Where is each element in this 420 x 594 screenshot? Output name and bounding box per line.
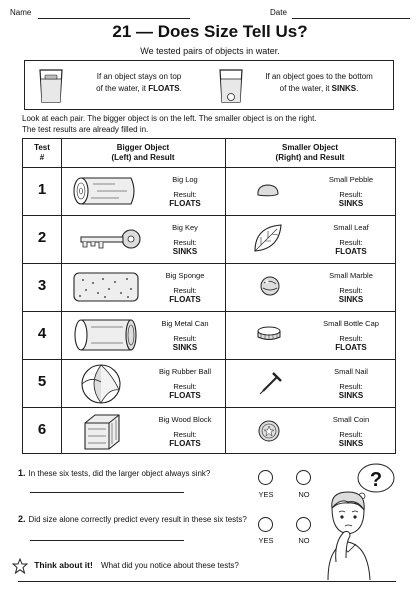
float-word: FLOATS [148,84,180,93]
header-line [10,8,410,22]
result-label: Result: [173,334,197,343]
wood-block-icon [81,411,123,453]
question-1-no-option[interactable] [296,470,311,485]
sink-def-pre: of the water, it [279,84,332,93]
big-result: FLOATS [169,439,201,448]
date-field[interactable] [292,18,410,19]
float-def-pre: of the water, it [96,84,149,93]
result-label: Result: [173,286,197,295]
big-object-name: Big Wood Block [158,415,212,424]
header-test [23,139,61,167]
result-label: Result: [173,190,197,199]
header-test-line2: # [39,153,45,162]
key-icon [71,227,143,251]
instructions-line1: Look at each pair. The bigger object is on the left. The smaller object is on the right. [22,114,317,123]
test-number: 4 [37,325,47,342]
page-title: 21 — Does Size Tell Us? [112,22,308,41]
question-1-no-label: NO [298,490,310,499]
small-object-name: Small Nail [334,367,368,376]
think-about-it [12,558,239,574]
sink-word: SINKS [331,84,357,93]
small-object-name: Small Coin [332,415,370,424]
header-test-line1: Test [34,143,50,152]
instructions [22,113,402,135]
think-answer-line[interactable] [18,581,396,582]
small-object-name: Small Pebble [328,175,374,184]
sink-def-line2: of the water, it SINKS. [279,84,359,93]
big-object-name: Big Log [172,175,198,184]
test-number: 1 [37,181,47,198]
question-2-answer-line[interactable] [30,540,184,541]
header-smaller-line1: Smaller Object [281,143,339,152]
small-result: FLOATS [335,247,367,256]
date-label: Date [270,8,287,17]
result-label: Result: [173,238,197,247]
question-2-no-label: NO [298,536,310,545]
result-label: Result: [339,430,363,439]
table-row [23,359,395,407]
sink-definition [249,71,389,95]
question-1-text: In these six tests, did the larger object always sink? [28,469,211,478]
header-smaller-line2: (Right) and Result [275,153,345,162]
pebble-icon [255,181,281,199]
small-result: SINKS [338,439,364,448]
think-prompt: What did you notice about these tests? [101,561,239,571]
big-result: FLOATS [169,199,201,208]
think-title: Think about it! [34,560,93,571]
test-number: 3 [37,277,47,294]
coin-icon [257,419,281,443]
marble-icon [259,275,281,297]
table-row [23,407,395,455]
big-object-name: Big Sponge [165,271,205,280]
question-2 [18,514,247,524]
question-2-text: Did size alone correctly predict every result in these six tests? [28,515,247,524]
small-result: SINKS [338,199,364,208]
float-def-line2: of the water, it FLOATS. [96,84,182,93]
big-result: FLOATS [169,391,201,400]
floating-glass-icon [37,68,65,104]
small-result: SINKS [338,295,364,304]
header-bigger [61,139,225,167]
result-label: Result: [339,190,363,199]
name-field[interactable] [38,18,190,19]
big-result: SINKS [172,343,198,352]
metal-can-icon [71,317,141,353]
leaf-icon [251,221,285,255]
result-label: Result: [173,430,197,439]
header-smaller [225,139,395,167]
definitions-box [24,60,394,110]
star-icon [12,558,28,574]
question-1-yes-option[interactable] [258,470,273,485]
question-2-yes-label: YES [258,536,274,545]
question-1-yes-label: YES [258,490,274,499]
big-result: FLOATS [169,295,201,304]
sponge-icon [71,269,141,305]
header-bigger-line1: Bigger Object [116,143,170,152]
question-1-number: 1. [18,468,26,478]
bottle-cap-icon [255,325,283,343]
test-number: 2 [37,229,47,246]
question-2-no-option[interactable] [296,517,311,532]
svg-text:?: ? [369,469,383,491]
result-label: Result: [173,382,197,391]
big-object-name: Big Metal Can [161,319,209,328]
test-number: 6 [37,421,47,438]
float-definition [75,71,203,95]
question-2-yes-option[interactable] [258,517,273,532]
table-row [23,167,395,215]
result-label: Result: [339,238,363,247]
table-row [23,263,395,311]
results-table [22,138,396,454]
question-2-number: 2. [18,514,26,524]
result-label: Result: [339,334,363,343]
big-result: SINKS [172,247,198,256]
nail-icon [257,369,283,395]
small-object-name: Small Marble [329,271,373,280]
test-number: 5 [37,373,47,390]
rubber-ball-icon [79,362,123,406]
big-object-name: Big Rubber Ball [158,367,212,376]
small-object-name: Small Leaf [333,223,369,232]
page-subtitle: We tested pairs of objects in water. [140,46,280,56]
question-1-answer-line[interactable] [30,492,184,493]
sink-def-line1: If an object goes to the bottom [265,72,373,81]
result-label: Result: [339,286,363,295]
thinking-child-illustration [310,462,406,580]
name-label: Name [10,8,32,17]
instructions-line2: The test results are already filled in. [22,125,149,134]
table-row [23,311,395,359]
result-label: Result: [339,382,363,391]
table-row [23,215,395,263]
question-1 [18,468,210,478]
small-object-name: Small Bottle Cap [323,319,379,328]
small-result: FLOATS [335,343,367,352]
float-def-line1: If an object stays on top [96,72,182,81]
header-bigger-line2: (Left) and Result [111,153,175,162]
log-icon [71,175,141,207]
small-result: SINKS [338,391,364,400]
big-object-name: Big Key [172,223,198,232]
sinking-glass-icon [217,68,245,104]
